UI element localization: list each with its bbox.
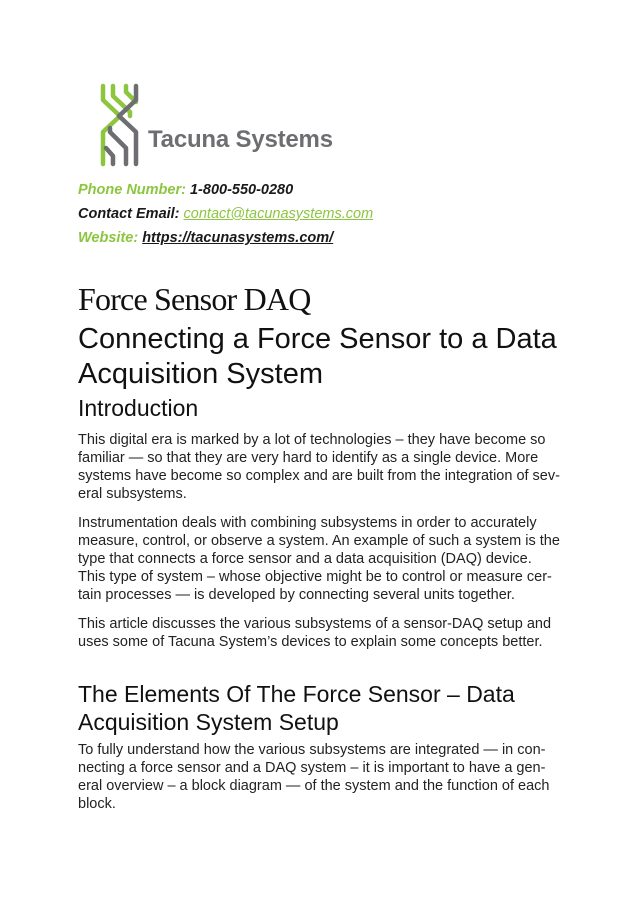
paragraph-line: type that connects a force sensor and a data acquisition (DAQ) device.	[78, 551, 532, 567]
paragraph-line: This type of system – whose objective might be to control or measure cer-	[78, 569, 552, 585]
elements-paragraph	[78, 741, 573, 813]
paragraph-line: This digital era is marked by a lot of technologies – they have become so	[78, 432, 546, 448]
paragraph-line: necting a force sensor and a DAQ system – it is important to have a gen-	[78, 760, 546, 776]
email-row	[78, 206, 373, 222]
paragraph-line: To fully understand how the various subsystems are integrated — in con-	[78, 742, 546, 758]
email-link[interactable]: contact@tacunasystems.com	[183, 206, 374, 222]
paragraph-line: familiar — so that they are very hard to identify as a single device. More	[78, 450, 539, 466]
email-label: Contact Email:	[78, 206, 180, 222]
paragraph-line: eral subsystems.	[78, 486, 187, 502]
paragraph-line: eral overview – a block diagram — of the system and the function of each	[78, 778, 550, 794]
paragraph-line: tain processes — is developed by connecting several units together.	[78, 587, 515, 603]
intro-paragraph-1	[78, 431, 573, 503]
phone-row	[78, 182, 293, 198]
intro-paragraph-2	[78, 514, 573, 604]
introduction-heading: Introduction	[78, 395, 199, 421]
tacuna-logo-icon	[98, 82, 144, 168]
paragraph-line: systems have become so complex and are built from the integration of sev-	[78, 468, 560, 484]
intro-paragraph-3	[78, 615, 573, 651]
elements-heading: The Elements Of The Force Sensor – Data Acquisition System Setup	[78, 681, 515, 735]
company-logo	[98, 82, 338, 172]
paragraph-line: Instrumentation deals with combining subsystems in order to accurately	[78, 515, 537, 531]
paragraph-line: This article discusses the various subsystems of a sensor-DAQ setup and	[78, 616, 552, 632]
website-link[interactable]: https://tacunasystems.com/	[142, 230, 334, 246]
paragraph-line: uses some of Tacuna System’s devices to explain some concepts better.	[78, 634, 543, 650]
paragraph-line: measure, control, or observe a system. An example of such a system is the	[78, 533, 560, 549]
paragraph-line: block.	[78, 796, 116, 812]
phone-label: Phone Number:	[78, 182, 186, 198]
website-label: Website:	[78, 230, 139, 246]
document-title: Force Sensor DAQ	[78, 281, 311, 317]
main-heading: Connecting a Force Sensor to a Data Acquisition System	[78, 323, 557, 390]
website-row	[78, 230, 333, 246]
phone-value[interactable]: 1-800-550-0280	[189, 182, 294, 198]
company-name: Tacuna Systems	[148, 126, 333, 153]
